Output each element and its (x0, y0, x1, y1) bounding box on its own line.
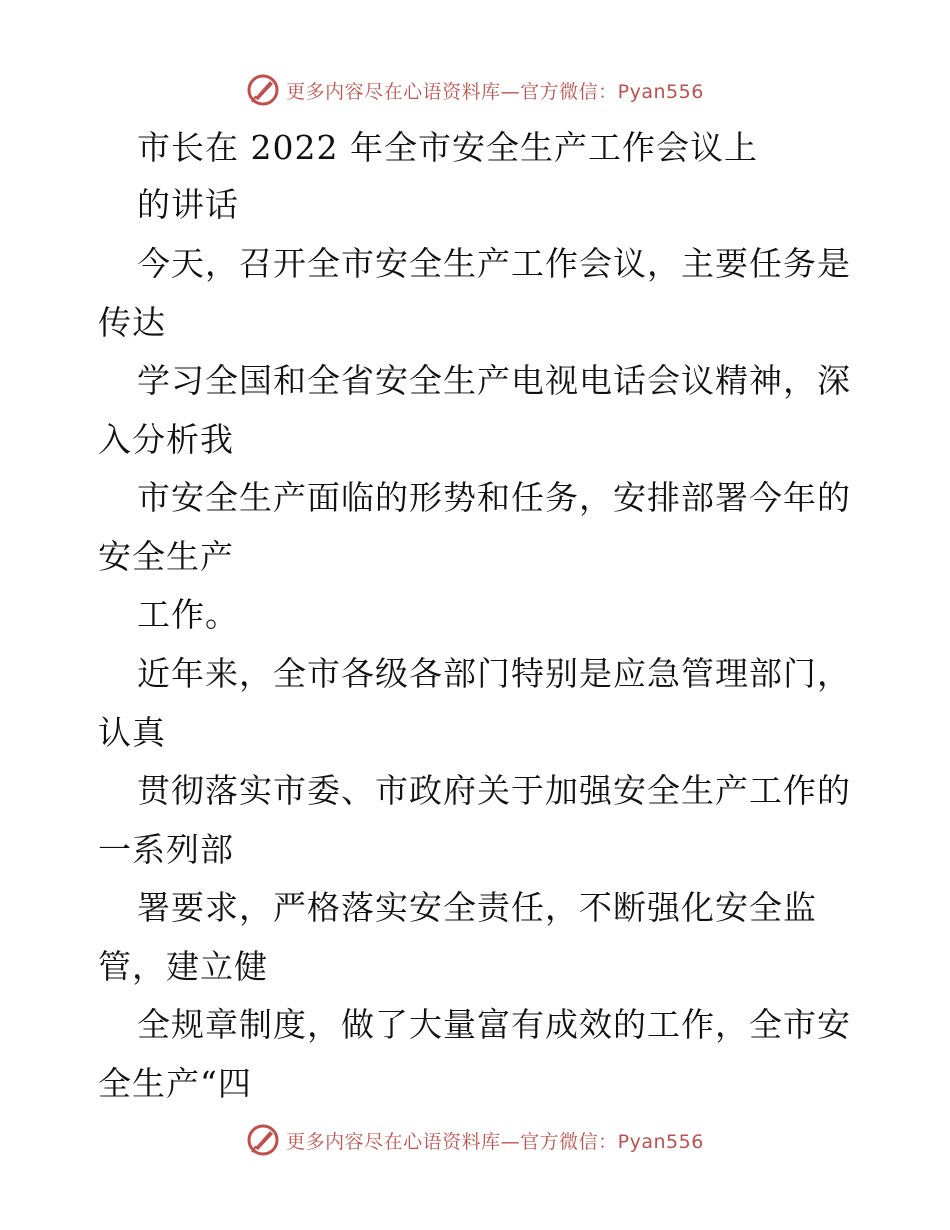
title-line-1: 市长在 2022 年全市安全生产工作会议上 (137, 128, 758, 167)
paragraph-line: 入分析我 (98, 420, 234, 459)
paragraph-line: 市安全生产面临的形势和任务，安排部署今年的 (137, 478, 851, 517)
quill-pen-logo-icon (246, 1123, 280, 1157)
paragraph-line: 学习全国和全省安全生产电视电话会议精神，深 (137, 361, 851, 400)
paragraph-line: 全规章制度，做了大量富有成效的工作，全市安 (137, 1005, 851, 1044)
paragraph-line: 署要求，严格落实安全责任，不断强化安全监 (137, 888, 817, 927)
footer-banner (0, 1120, 950, 1160)
header-banner-text: 更多内容尽在心语资料库—官方微信：Pyan556 (286, 80, 704, 103)
paragraph-line: 认真 (98, 713, 166, 752)
title-line-2: 的讲话 (137, 185, 239, 224)
paragraph-line: 一系列部 (98, 830, 234, 869)
footer-banner-text: 更多内容尽在心语资料库—官方微信：Pyan556 (286, 1130, 704, 1153)
paragraph-line: 传达 (98, 303, 166, 342)
paragraph-line: 今天，召开全市安全生产工作会议，主要任务是 (137, 244, 851, 283)
paragraph-line: 近年来，全市各级各部门特别是应急管理部门， (137, 654, 851, 693)
paragraph-line: 安全生产 (98, 537, 234, 576)
paragraph-line: 工作。 (137, 595, 239, 634)
paragraph-line: 管，建立健 (98, 947, 268, 986)
paragraph-line: 全生产“四 (98, 1064, 252, 1103)
paragraph-line: 贯彻落实市委、市政府关于加强安全生产工作的 (137, 771, 851, 810)
